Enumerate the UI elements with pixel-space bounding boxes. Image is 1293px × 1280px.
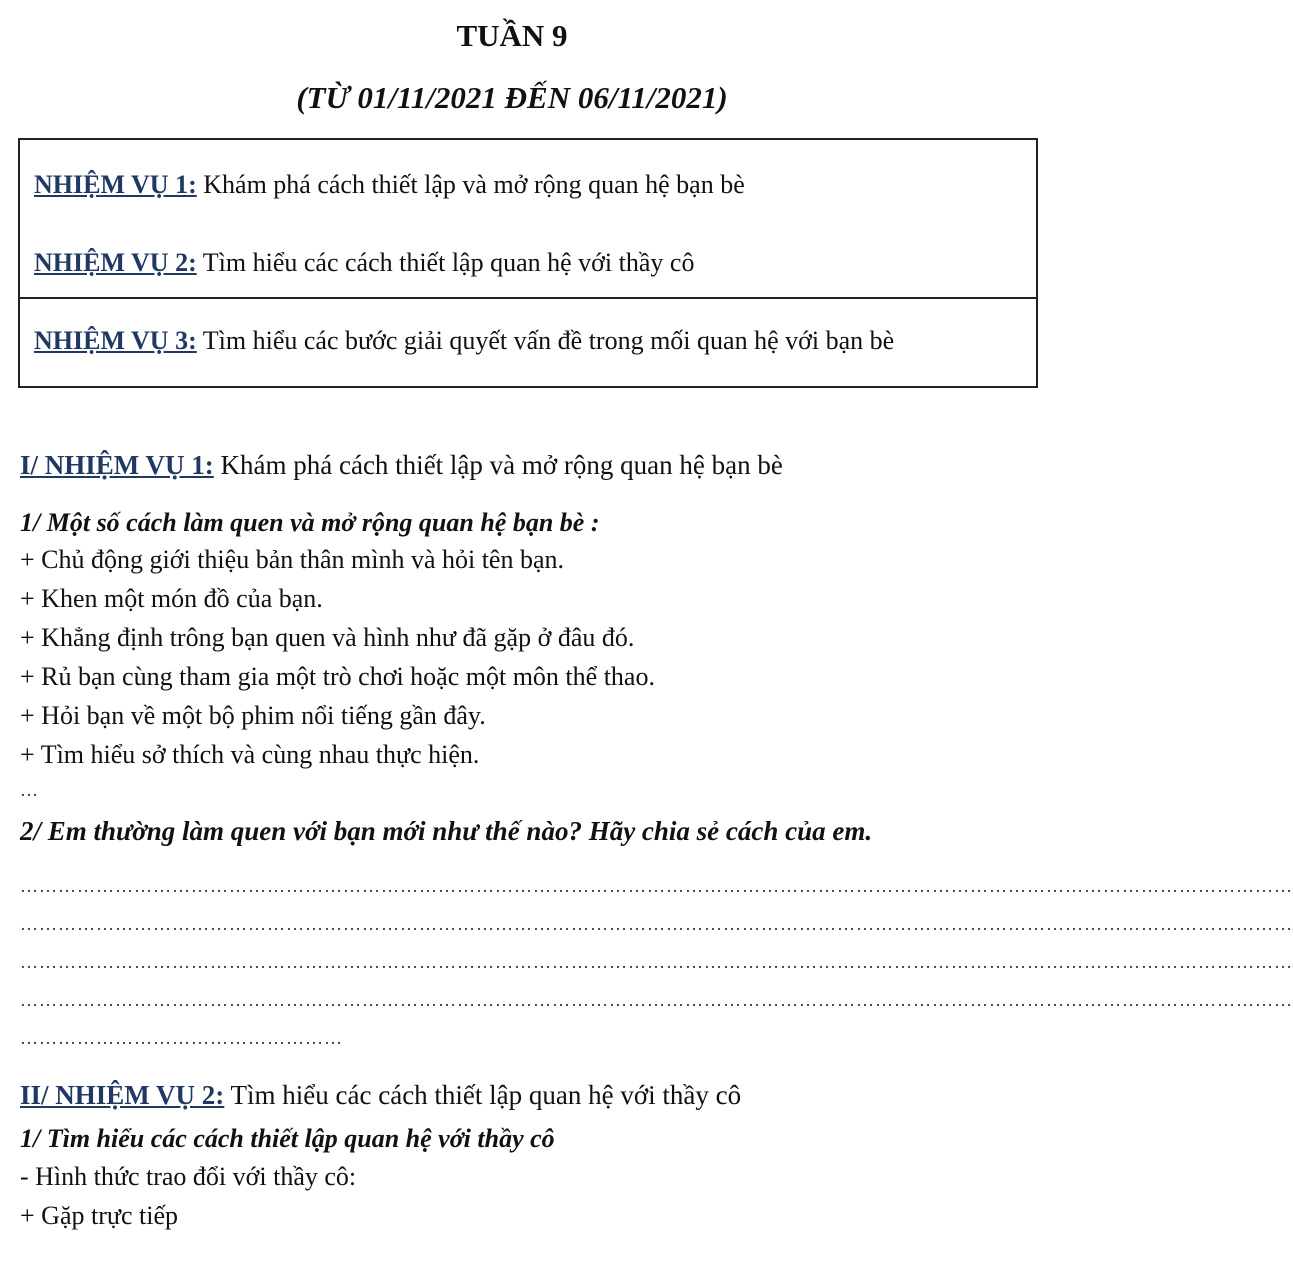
task-line-3 — [34, 326, 894, 356]
ellipsis: … — [20, 780, 39, 800]
section2-heading — [20, 1080, 741, 1111]
task-label-3: NHIỆM VỤ 3: — [34, 326, 197, 355]
body-line: - Hình thức trao đổi với thầy cô: — [20, 1162, 357, 1191]
section2-text: Tìm hiểu các cách thiết lập quan hệ với thầy cô — [224, 1080, 742, 1110]
task-line-2 — [34, 248, 694, 278]
task-text-3: Tìm hiểu các bước giải quyết vấn đề trong mối quan hệ với bạn bè — [196, 326, 895, 355]
section1-sub1: 1/ Một số cách làm quen và mở rộng quan hệ bạn bè : — [20, 508, 600, 537]
answer-line[interactable]: ………………………………………………………………………………………………………………………………………………………………………………… — [20, 990, 1293, 1010]
answer-line[interactable]: ………………………………………………………………………………………………………………………………………………………………………………… — [20, 952, 1293, 972]
list-item: + Tìm hiểu sở thích và cùng nhau thực hiện. — [20, 740, 480, 769]
section2-sub1: 1/ Tìm hiểu các cách thiết lập quan hệ với thầy cô — [20, 1124, 555, 1153]
task-label-2: NHIỆM VỤ 2: — [34, 248, 197, 277]
task-text-1: Khám phá cách thiết lập và mở rộng quan hệ bạn bè — [196, 170, 745, 199]
list-item: + Khẳng định trông bạn quen và hình như đã gặp ở đâu đó. — [20, 623, 635, 652]
task-label-1: NHIỆM VỤ 1: — [34, 170, 197, 199]
answer-lines — [20, 876, 1293, 1066]
page-title: TUẦN 9 — [456, 18, 568, 53]
answer-line[interactable]: ………………………………………………………………………………………………………………………………………………………………………………… — [20, 914, 1293, 934]
list-item: + Khen một món đồ của bạn. — [20, 584, 323, 613]
answer-line[interactable]: …………………………………………… — [20, 1028, 343, 1048]
section1-label: I/ NHIỆM VỤ 1: — [20, 450, 214, 480]
section1-text: Khám phá cách thiết lập và mở rộng quan hệ bạn bè — [213, 450, 783, 480]
page-subtitle: (TỪ 01/11/2021 ĐẾN 06/11/2021) — [296, 80, 728, 115]
answer-line[interactable]: ………………………………………………………………………………………………………………………………………………………………………………… — [20, 876, 1293, 896]
task-line-1 — [34, 170, 745, 200]
section1-heading — [20, 450, 783, 481]
task-box-divider — [20, 297, 1036, 299]
section2-label: II/ NHIỆM VỤ 2: — [20, 1080, 225, 1110]
list-item: + Hỏi bạn về một bộ phim nổi tiếng gần đây. — [20, 701, 486, 730]
task-text-2: Tìm hiểu các cách thiết lập quan hệ với thầy cô — [196, 248, 695, 277]
list-item: + Chủ động giới thiệu bản thân mình và hỏi tên bạn. — [20, 545, 565, 574]
section1-sub2: 2/ Em thường làm quen với bạn mới như thế nào? Hãy chia sẻ cách của em. — [20, 816, 873, 846]
list-item: + Rủ bạn cùng tham gia một trò chơi hoặc một môn thể thao. — [20, 662, 655, 691]
body-line: + Gặp trực tiếp — [20, 1201, 178, 1230]
task-box — [18, 138, 1038, 388]
